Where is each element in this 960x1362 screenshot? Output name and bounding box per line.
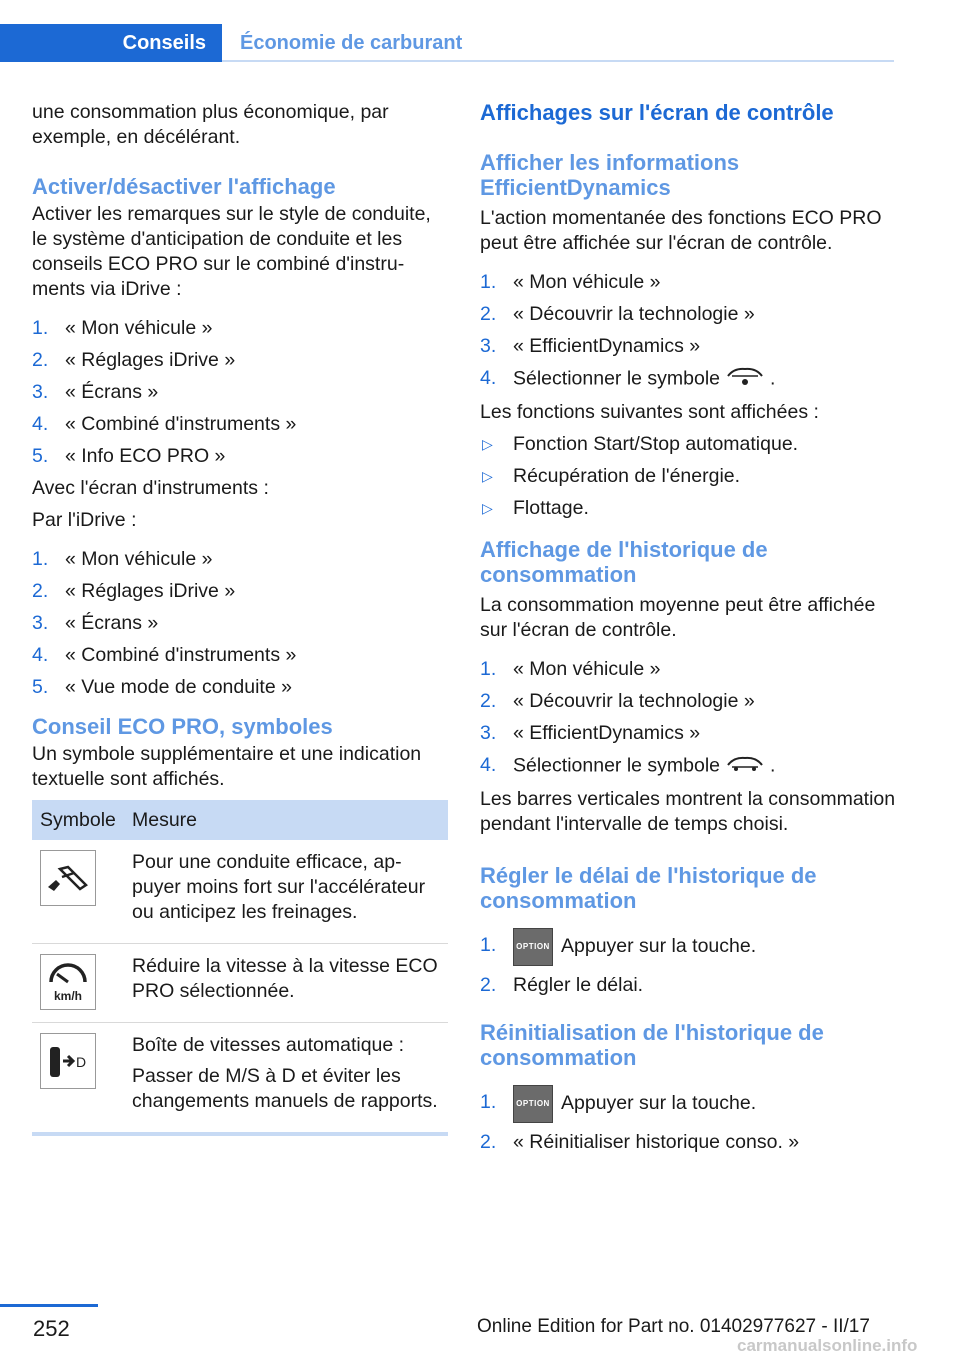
measure-text: Passer de M/S à D et éviter les changements manuels de rapports. xyxy=(132,1065,438,1112)
page-number: 252 xyxy=(33,1316,70,1341)
list-item: 2. Régler le délai. xyxy=(480,973,644,996)
intro-text: une consommation plus économique, par exemple, en décélérant. xyxy=(32,101,389,148)
bullet-triangle-icon: ▷ xyxy=(482,436,493,452)
gear-lever-d-icon xyxy=(40,1033,96,1089)
symbols-table xyxy=(32,800,448,1136)
list-item: 2. « Réglages iDrive » xyxy=(32,580,236,602)
measure-text: Pour une conduite efficace, appuyer moins fort sur l'accélérateur ou anticipez les freinages. xyxy=(132,851,426,923)
accelerator-pedal-icon xyxy=(40,850,96,906)
list-item: 3. « EfficientDynamics » xyxy=(480,335,701,357)
page-header xyxy=(0,0,960,62)
left-column xyxy=(32,100,448,1136)
list-item: 4. Sélectionner le symbole . xyxy=(480,366,896,393)
list-item: 3. « Écrans » xyxy=(32,381,159,403)
table-row xyxy=(32,1023,448,1135)
section-text: La consommation moyenne peut être affichée sur l'écran de contrôle. xyxy=(480,594,876,641)
right-column xyxy=(480,100,896,1162)
measure-text: Réduire la vitesse à la vitesse ECO PRO sélectionnée. xyxy=(132,955,438,1002)
list-item: 5. « Info ECO PRO » xyxy=(32,445,226,467)
bullet-triangle-icon: ▷ xyxy=(482,500,493,516)
list-item: 4. « Combiné d'instruments » xyxy=(32,413,297,435)
steps-list-1 xyxy=(32,316,448,469)
list-item: 1. « Mon véhicule » xyxy=(32,548,213,570)
header-divider xyxy=(222,60,894,62)
section-text: Un symbole supplémentaire et une indication textuelle sont affichés. xyxy=(32,743,422,790)
table-header: Symbole xyxy=(32,800,124,840)
section-title-efficientdynamics: Afficher les informations EfficientDynamics xyxy=(480,150,740,200)
measure-text: Boîte de vitesses automatique : xyxy=(132,1034,405,1056)
list-item: 1. OPTION Appuyer sur la touche. xyxy=(480,927,896,966)
section-text: Activer les remarques sur le style de conduite, le système d'anticipation de conduite et les conseils ECO PRO sur le combiné d'instruments via iDrive : xyxy=(32,203,431,300)
car-history-icon xyxy=(726,753,764,780)
bullet-list xyxy=(480,432,896,521)
section-tab[interactable]: Économie de carburant xyxy=(240,31,463,54)
steps-list-5 xyxy=(480,927,896,998)
table-row xyxy=(32,840,448,944)
watermark: carmanualsonline.info xyxy=(737,1336,918,1355)
list-item: 1. OPTION Appuyer sur la touche. xyxy=(480,1084,896,1123)
section-title-consumption-history: Affichage de l'historique de consommation xyxy=(480,537,768,587)
list-item: 2. « Découvrir la technologie » xyxy=(480,303,755,325)
list-item: 4. « Combiné d'instruments » xyxy=(32,644,297,666)
steps-list-3 xyxy=(480,270,896,393)
list-item: 1. « Mon véhicule » xyxy=(32,317,213,339)
bars-explanation: Les barres verticales montrent la consommation pendant l'intervalle de temps choisi. xyxy=(480,788,896,835)
list-item: 2. « Réinitialiser historique conso. » xyxy=(480,1130,800,1153)
list-item: 3. « EfficientDynamics » xyxy=(480,722,701,744)
steps-list-6 xyxy=(480,1084,896,1155)
table-row xyxy=(32,944,448,1023)
section-title-eco-pro-symbols: Conseil ECO PRO, symboles xyxy=(32,714,333,739)
svg-text:km/h: km/h xyxy=(53,989,83,1003)
option-button-icon: OPTION xyxy=(513,1085,553,1123)
table-header: Mesure xyxy=(124,800,448,840)
list-item: 3. « Écrans » xyxy=(32,612,159,634)
section-title-set-interval: Régler le délai de l'historique de consommation xyxy=(480,863,817,913)
instrument-screen-label: Avec l'écran d'instruments : xyxy=(32,477,269,499)
functions-label: Les fonctions suivantes sont affichées : xyxy=(480,401,819,423)
bullet-triangle-icon: ▷ xyxy=(482,468,493,484)
steps-list-4 xyxy=(480,657,896,780)
list-item: 4. Sélectionner le symbole . xyxy=(480,753,896,780)
footer-divider xyxy=(0,1304,98,1307)
list-item: 2. « Découvrir la technologie » xyxy=(480,690,755,712)
edition-text: Online Edition for Part no. 01402977627 - II/17 xyxy=(477,1316,870,1337)
idrive-label: Par l'iDrive : xyxy=(32,509,137,531)
list-item: 5. « Vue mode de conduite » xyxy=(32,676,292,698)
section-title-control-display: Affichages sur l'écran de contrôle xyxy=(480,100,834,125)
section-title-toggle-display: Activer/désactiver l'affichage xyxy=(32,174,336,199)
list-item: 2. « Réglages iDrive » xyxy=(32,349,236,371)
list-item: ▷ Fonction Start/Stop automatique. xyxy=(482,433,799,455)
table-header-row xyxy=(32,800,448,840)
section-text: L'action momentanée des fonctions ECO PRO peut être affichée sur l'écran de contrôle. xyxy=(480,207,882,254)
list-item: 1. « Mon véhicule » xyxy=(480,658,661,680)
list-item: ▷ Flottage. xyxy=(482,497,589,519)
svg-text:D: D xyxy=(75,1054,87,1070)
list-item: ▷ Récupération de l'énergie. xyxy=(482,465,741,487)
list-item: 1. « Mon véhicule » xyxy=(480,271,661,293)
car-energy-flow-icon xyxy=(726,366,764,393)
section-title-reset-history: Réinitialisation de l'historique de consommation xyxy=(480,1019,824,1070)
speedometer-kmh-icon xyxy=(40,954,96,1010)
chapter-tab[interactable]: Conseils xyxy=(0,24,222,62)
option-button-icon: OPTION xyxy=(513,928,553,966)
steps-list-2 xyxy=(32,547,448,700)
